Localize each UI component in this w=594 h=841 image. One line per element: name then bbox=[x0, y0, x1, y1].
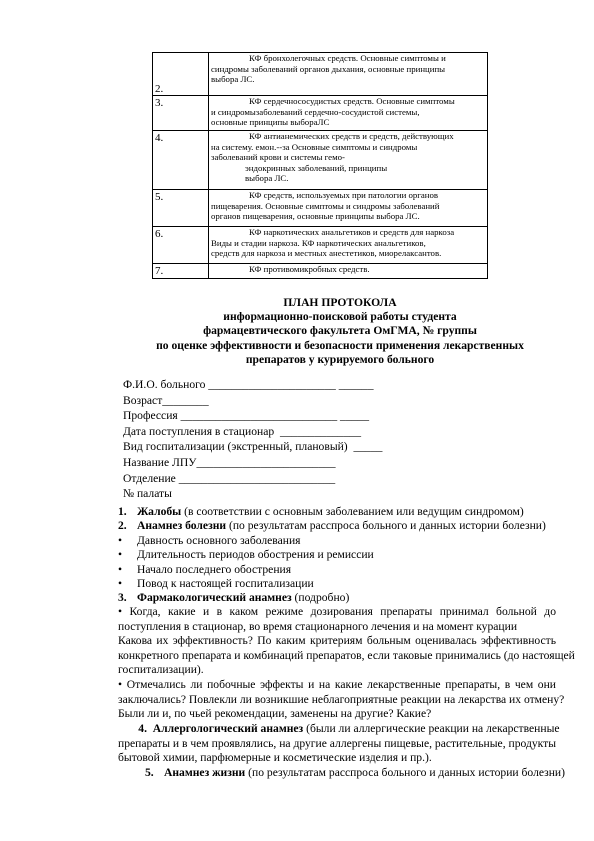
section-number: 3. bbox=[118, 591, 127, 604]
table-row bbox=[152, 52, 488, 95]
row-description bbox=[209, 53, 487, 95]
paragraph-line bbox=[118, 722, 560, 737]
table-row bbox=[152, 189, 488, 226]
form-field-hospitalization-type: Вид госпитализации (экстренный, плановый) _____ bbox=[123, 440, 383, 454]
row-description bbox=[209, 264, 487, 278]
section-number: 5. bbox=[145, 766, 154, 779]
paragraph-line: • Отмечались ли побочные эффекты и на какие лекарственные препараты, в чем они bbox=[118, 678, 556, 691]
row-description bbox=[209, 227, 487, 263]
section-text: (были ли аллергические реакции на лекарственные bbox=[303, 722, 560, 735]
row-number: 3. bbox=[153, 96, 209, 130]
list-item bbox=[118, 534, 301, 549]
row-number: 4. bbox=[153, 131, 209, 189]
row-number: 7. bbox=[153, 264, 209, 278]
section-text: (по результатам расспроса больного и данных истории болезни) bbox=[245, 766, 565, 779]
section-text: (в соответствии с основным заболеванием или ведущим синдромом) bbox=[181, 505, 524, 518]
section-life-history bbox=[145, 766, 565, 781]
section-title: Анамнез болезни bbox=[137, 519, 227, 532]
section-text: (подробно) bbox=[291, 591, 350, 604]
heading-line: по оценке эффективности и безопасности применения лекарственных bbox=[156, 338, 524, 352]
row-line: КФ противомикробных средств. bbox=[249, 264, 370, 274]
bullet: • bbox=[118, 577, 123, 590]
table-row bbox=[152, 263, 488, 279]
form-field-institution: Название ЛПУ________________________ bbox=[123, 455, 336, 469]
heading-line: препаратов у курируемого больного bbox=[245, 352, 435, 366]
section-number: 4. bbox=[138, 722, 147, 735]
table-row bbox=[152, 95, 488, 130]
paragraph-line: поступления в стационар, во время стационарного лечения и на момент курации bbox=[118, 619, 518, 633]
list-item bbox=[118, 563, 291, 578]
competency-table bbox=[152, 52, 488, 279]
paragraph-effectiveness bbox=[118, 634, 575, 678]
heading-title: ПЛАН ПРОТОКОЛА bbox=[283, 296, 397, 309]
section-title: Аллергологический анамнез bbox=[152, 722, 304, 735]
form-field-department: Отделение ___________________________ bbox=[123, 471, 336, 485]
section-title: Фармакологический анамнез bbox=[137, 591, 292, 604]
row-line: органов пищеварения, основные принципы выбора ЛС. bbox=[211, 211, 420, 221]
row-number: 2. bbox=[153, 53, 209, 95]
row-line: Виды и стадии наркоза. КФ наркотических анальгетиков, bbox=[211, 237, 426, 248]
row-line: заболеваний крови и системы гемо- bbox=[211, 152, 345, 162]
section-text: (по результатам расспроса больного и данных истории болезни) bbox=[226, 519, 546, 532]
section-number: 2. bbox=[118, 519, 127, 532]
paragraph-line: Были ли и, по чьей рекомендации, заменены на другие? Какие? bbox=[118, 707, 432, 721]
paragraph-line: • Когда, какие и в каком режиме дозирования препараты принимал больной до bbox=[118, 605, 556, 618]
bullet: • bbox=[118, 534, 123, 547]
section-title: Анамнез жизни bbox=[164, 766, 246, 779]
section-title: Жалобы bbox=[137, 505, 182, 518]
list-item-text: Начало последнего обострения bbox=[137, 563, 292, 576]
row-number: 5. bbox=[153, 190, 209, 226]
list-item-text: Длительность периодов обострения и ремиссии bbox=[137, 548, 374, 561]
list-item-text: Давность основного заболевания bbox=[137, 534, 301, 547]
table-row bbox=[152, 130, 488, 189]
section-number: 1. bbox=[118, 505, 127, 518]
form-field-name: Ф.И.О. больного ______________________ ______ bbox=[123, 378, 374, 391]
paragraph-line: заключались? Повлекли ли возникшие неблагоприятные реакции на лекарства их отмену? bbox=[118, 692, 565, 706]
row-line: КФ средств, используемых при патологии органов bbox=[249, 190, 439, 200]
paragraph-side-effects bbox=[118, 678, 565, 722]
row-line: КФ антианемических средств и средств, действующих bbox=[249, 131, 454, 141]
row-line: КФ сердечнососудистых средств. Основные симптомы bbox=[249, 96, 455, 106]
bullet: • bbox=[118, 548, 123, 561]
section-disease-history bbox=[118, 519, 546, 534]
section-pharmacological-history bbox=[118, 591, 349, 606]
section-allergy-history bbox=[118, 722, 560, 766]
row-line: выбора ЛС. bbox=[211, 74, 255, 84]
heading-line: информационно-поисковой работы студента bbox=[223, 310, 457, 324]
form-field-ward: № палаты bbox=[123, 487, 172, 501]
row-line: эндокринных заболеваний, принципы bbox=[245, 162, 388, 173]
row-line: средств для наркоза и местных анестетиков, миорелаксантов. bbox=[211, 248, 442, 258]
paragraph-drugs-taken bbox=[118, 605, 556, 634]
row-line: и синдромызаболеваний сердечно-сосудистой системы, bbox=[211, 106, 420, 117]
row-number: 6. bbox=[153, 227, 209, 263]
paragraph-line: госпитализации). bbox=[118, 663, 204, 677]
paragraph-line: Какова их эффективность? По каким критериям больным оценивалась эффективность bbox=[118, 634, 556, 647]
row-line: пищеварения. Основные симптомы и синдромы заболеваний bbox=[211, 200, 440, 211]
bullet: • bbox=[118, 563, 123, 576]
row-description bbox=[209, 131, 487, 189]
section-complaints bbox=[118, 505, 524, 520]
row-line: на систему. емон.--за Основные симптомы и синдромы bbox=[211, 141, 418, 152]
list-item bbox=[118, 577, 314, 592]
patient-form bbox=[123, 377, 382, 502]
row-line: КФ наркотических анальгетиков и средств для наркоза bbox=[249, 227, 455, 237]
form-field-profession: Профессия ___________________________ _____ bbox=[123, 409, 370, 423]
paragraph-line: конкретного препарата и комбинаций препаратов, если таковые принимались (до настоящей bbox=[118, 648, 575, 662]
paragraph-line: бытовой химии, парфюмерные и косметические изделия и пр.). bbox=[118, 751, 432, 765]
row-line: выбора ЛС. bbox=[245, 173, 289, 183]
table-row bbox=[152, 226, 488, 263]
row-line: КФ бронхолегочных средств. Основные симптомы и bbox=[249, 53, 446, 63]
row-description bbox=[209, 96, 487, 130]
paragraph-line: препараты и в чем проявлялись, на другие аллергены пищевые, растительные, продукты bbox=[118, 736, 556, 750]
form-field-admission-date: Дата поступления в стационар ______________ bbox=[123, 424, 362, 438]
row-description bbox=[209, 190, 487, 226]
list-item bbox=[118, 548, 374, 563]
list-item-text: Повод к настоящей госпитализации bbox=[137, 577, 314, 590]
row-line: основные принципы выбораЛС bbox=[211, 117, 330, 127]
row-line: синдромы заболеваний органов дыхания, основные принципы bbox=[211, 63, 446, 74]
form-field-age: Возраст________ bbox=[123, 393, 209, 407]
heading-line: фармацевтического факультета ОмГМА, № группы bbox=[203, 324, 477, 338]
protocol-heading bbox=[120, 296, 560, 367]
